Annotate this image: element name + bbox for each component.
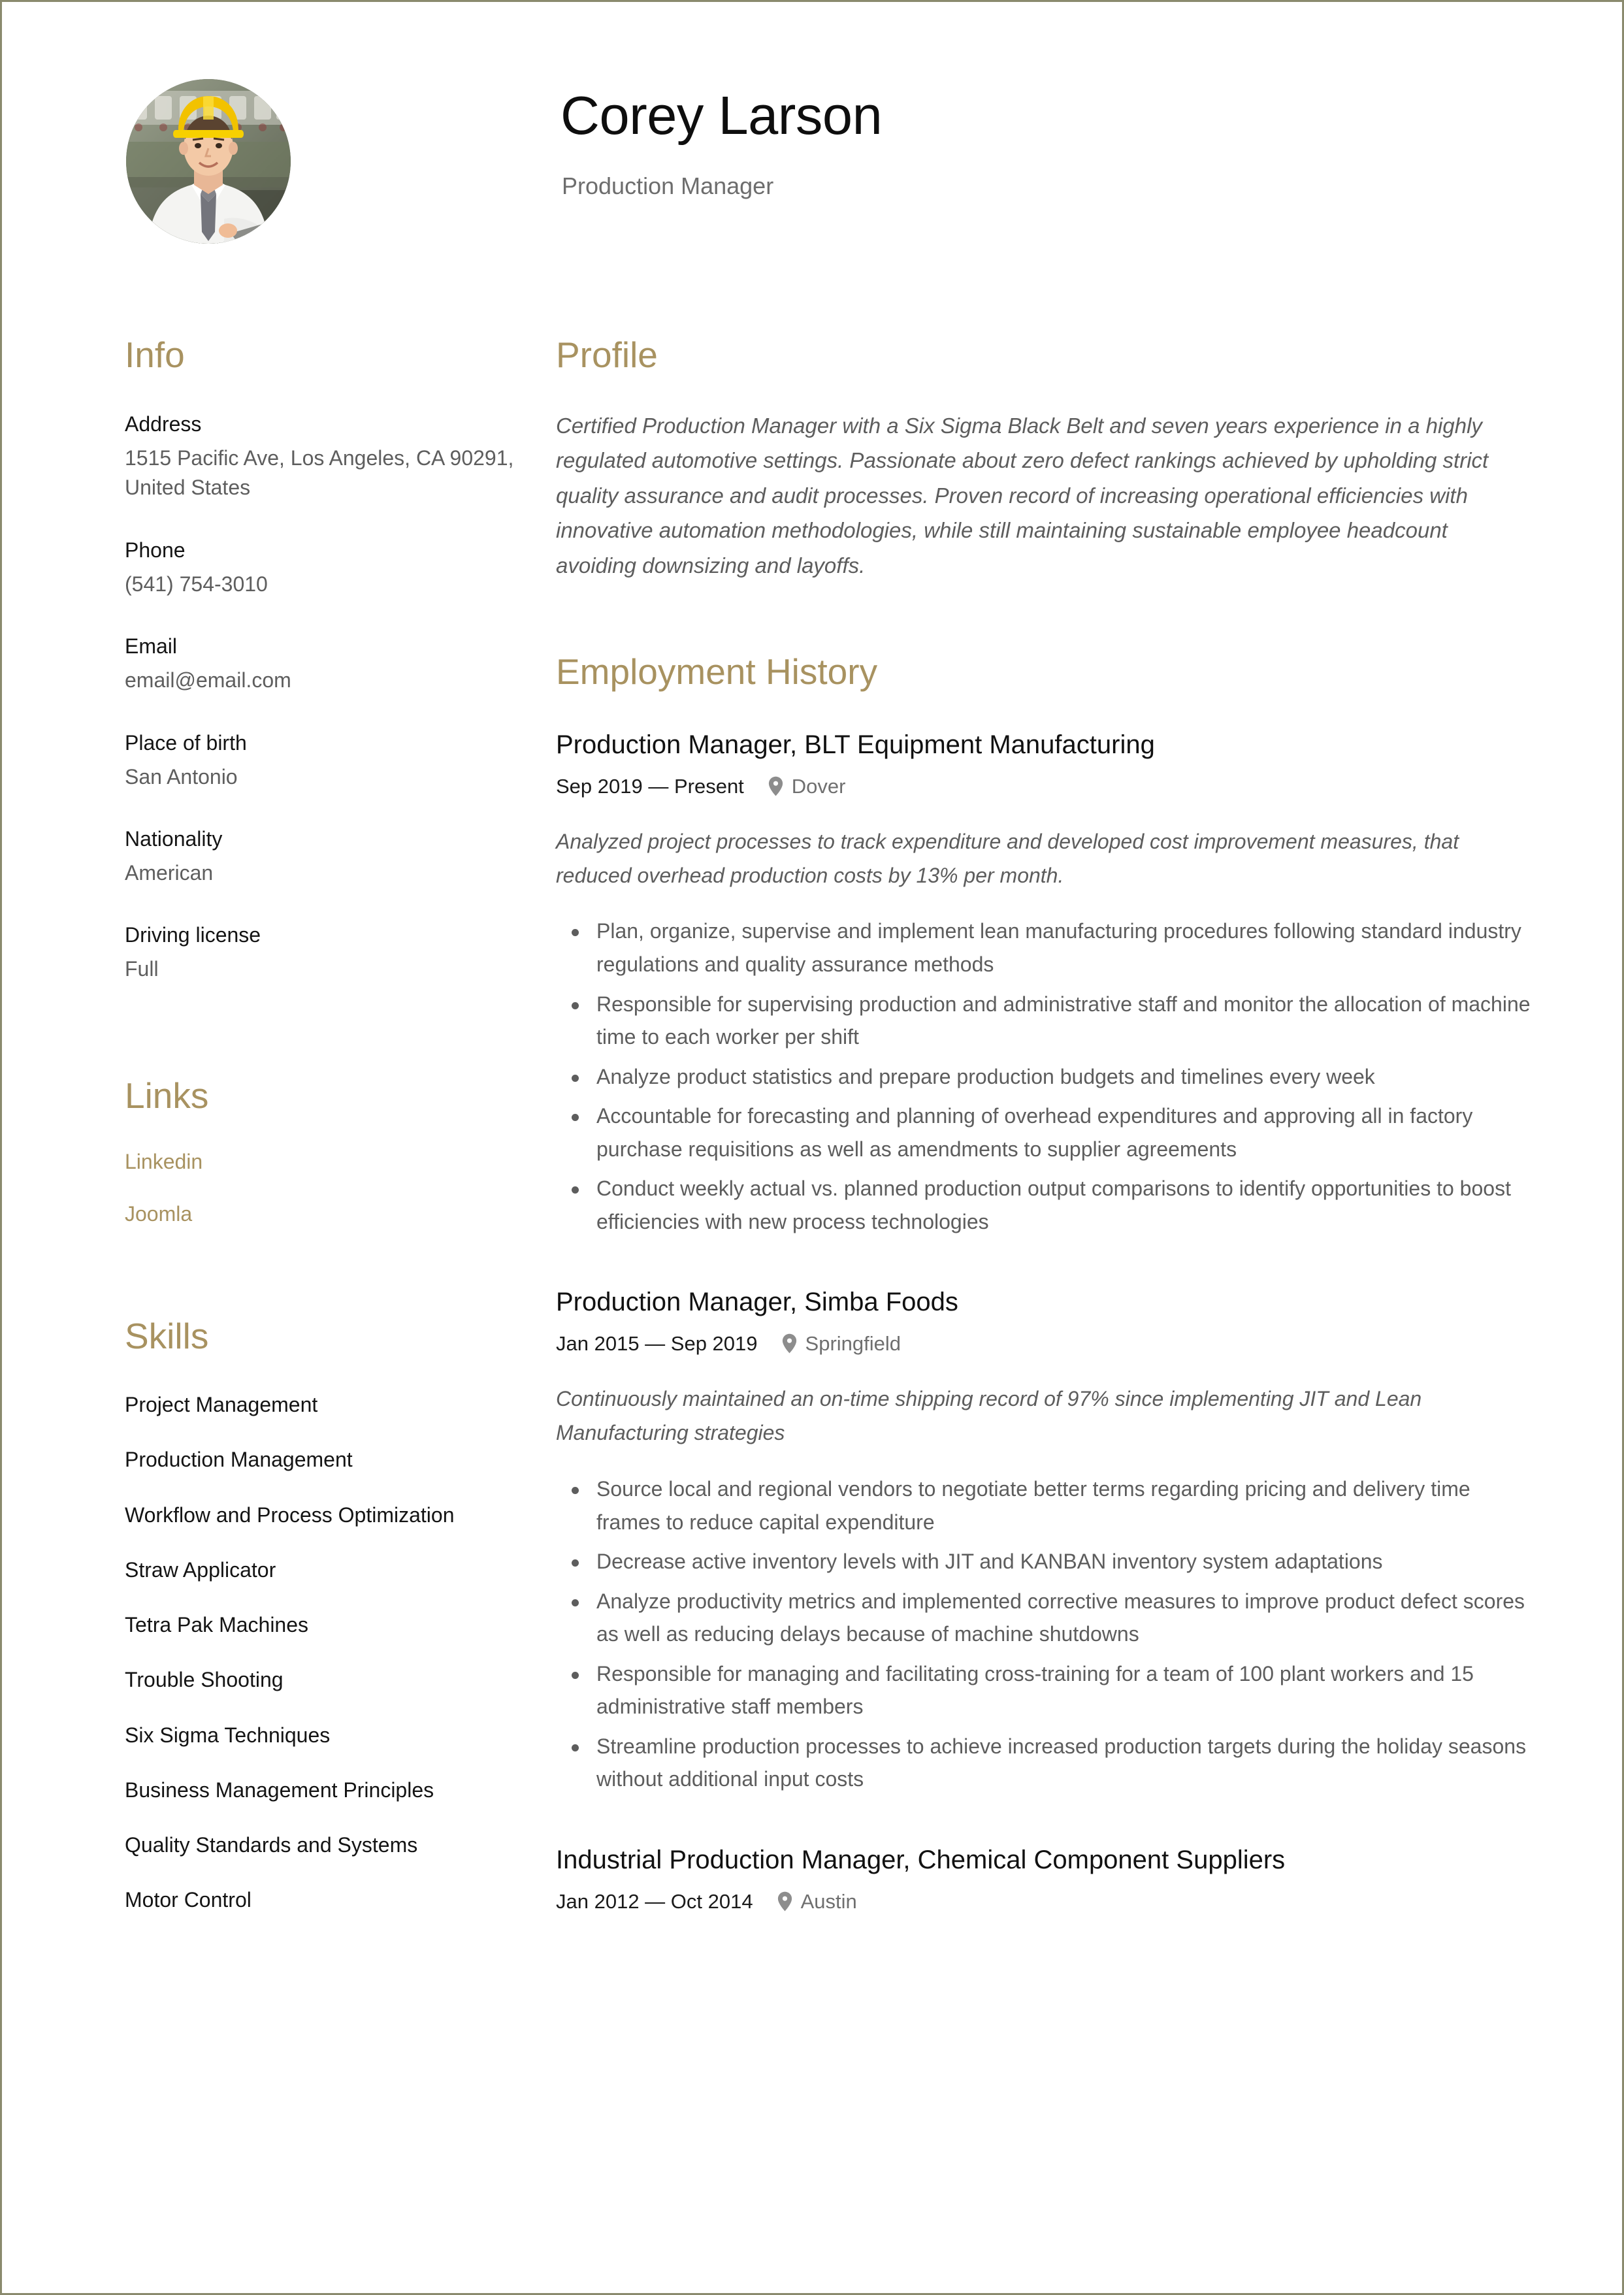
info-value: email@email.com [125,668,291,692]
section-heading-profile: Profile [556,334,658,375]
skills-section [125,1318,543,1913]
info-value: (541) 754-3010 [125,572,268,596]
job-bullets [556,1473,1536,1796]
location-pin-icon [782,1333,797,1354]
job-bullet: Plan, organize, supervise and implement lean manufacturing procedures following standard industry regulations and quality assurance methods [556,915,1536,981]
info-field-place-of-birth [125,730,543,792]
skill-item: Production Management [125,1448,353,1472]
skill-item: Quality Standards and Systems [125,1832,418,1857]
job-bullet: Conduct weekly actual vs. planned production output comparisons to identify opportunities to boost efficiencies with new process technologies [556,1172,1536,1238]
profile-text: Certified Production Manager with a Six Sigma Black Belt and seven years experience in a highly regulated automotive settings. Passionate about zero defect rankings achieved by upholding strict quality assurance and audit processes. Proven record of increasing operational efficiencies with innovative automation methodologies, while still maintaining sustainable employee headcount avoiding downsizing and layoffs. [556,413,1489,578]
skill-item: Motor Control [125,1888,252,1912]
info-label: Driving license [125,923,261,947]
section-heading-info: Info [125,334,185,375]
job-entry [556,730,1536,1239]
job-description: Continuously maintained an on-time shipping record of 97% since implementing JIT and Lean Manufacturing strategies [556,1387,1422,1445]
main-content [556,336,1536,1912]
info-field-nationality [125,826,543,888]
page-title: Corey Larson [560,85,883,146]
job-bullet: Source local and regional vendors to negotiate better terms regarding pricing and delivery time frames to reduce capital expenditure [556,1473,1536,1538]
info-label: Phone [125,538,186,562]
header-job-title: Production Manager [562,172,774,199]
job-city: Dover [791,774,846,798]
info-field-phone [125,537,543,599]
location-pin-icon [777,1891,792,1912]
skill-item: Workflow and Process Optimization [125,1503,455,1527]
skill-item: Trouble Shooting [125,1668,284,1692]
info-field-driving-license [125,922,543,984]
job-bullet: Analyze productivity metrics and implemented corrective measures to improve product defect scores as well as reducing delays because of machine shutdowns [556,1585,1536,1651]
info-field-address [125,411,543,503]
section-heading-employment-history: Employment History [556,651,878,692]
section-heading-skills: Skills [125,1316,209,1357]
location-pin-icon [768,776,783,796]
job-bullet: Analyze product statistics and prepare production budgets and timelines every week [556,1060,1536,1094]
info-value: San Antonio [125,764,238,789]
links-section [125,1077,543,1227]
info-value: Full [125,957,159,981]
job-title: Production Manager, BLT Equipment Manufacturing [556,730,1155,759]
job-city: Austin [800,1889,857,1913]
info-label: Nationality [125,826,223,851]
job-bullet: Responsible for supervising production and administrative staff and monitor the allocation of machine time to each worker per shift [556,988,1536,1054]
link-joomla[interactable]: Joomla [125,1201,193,1226]
header-text [560,85,883,199]
skill-item: Six Sigma Techniques [125,1723,331,1747]
job-dates: Jan 2012 — Oct 2014 [556,1889,753,1913]
info-field-email [125,633,543,695]
resume-header [126,79,1537,275]
job-meta [556,1333,1536,1354]
job-dates: Sep 2019 — Present [556,774,744,798]
employment-history-section [556,653,1536,1912]
job-entry [556,1846,1536,1912]
job-bullet: Accountable for forecasting and planning of overhead expenditures and approving all in factory purchase requisitions as well as amendments to supplier agreements [556,1099,1536,1165]
info-value: 1515 Pacific Ave, Los Angeles, CA 90291, United States [125,446,514,500]
job-entry [556,1288,1536,1796]
job-bullet: Streamline production processes to achieve increased production targets during the holiday seasons without additional input costs [556,1730,1536,1796]
job-meta [556,776,1536,796]
job-description: Analyzed project processes to track expenditure and developed cost improvement measures, that reduced overhead production costs by 13% per month. [556,829,1459,887]
skill-item: Tetra Pak Machines [125,1613,309,1637]
avatar [126,79,291,244]
info-label: Email [125,634,178,659]
skill-item: Straw Applicator [125,1557,276,1582]
info-label: Address [125,412,202,436]
job-bullets [556,915,1536,1238]
job-dates: Jan 2015 — Sep 2019 [556,1332,758,1356]
job-meta [556,1891,1536,1912]
info-value: American [125,860,214,885]
skill-item: Business Management Principles [125,1778,434,1802]
section-heading-links: Links [125,1075,209,1116]
job-city: Springfield [805,1332,901,1356]
info-label: Place of birth [125,730,247,755]
skill-item: Project Management [125,1393,318,1417]
sidebar [125,336,543,1913]
link-linkedin[interactable]: Linkedin [125,1149,203,1173]
job-bullet: Decrease active inventory levels with JIT and KANBAN inventory system adaptations [556,1545,1536,1578]
job-title: Industrial Production Manager, Chemical Component Suppliers [556,1845,1286,1874]
job-bullet: Responsible for managing and facilitating cross-training for a team of 100 plant workers and 15 administrative staff members [556,1657,1536,1723]
job-title: Production Manager, Simba Foods [556,1288,958,1317]
